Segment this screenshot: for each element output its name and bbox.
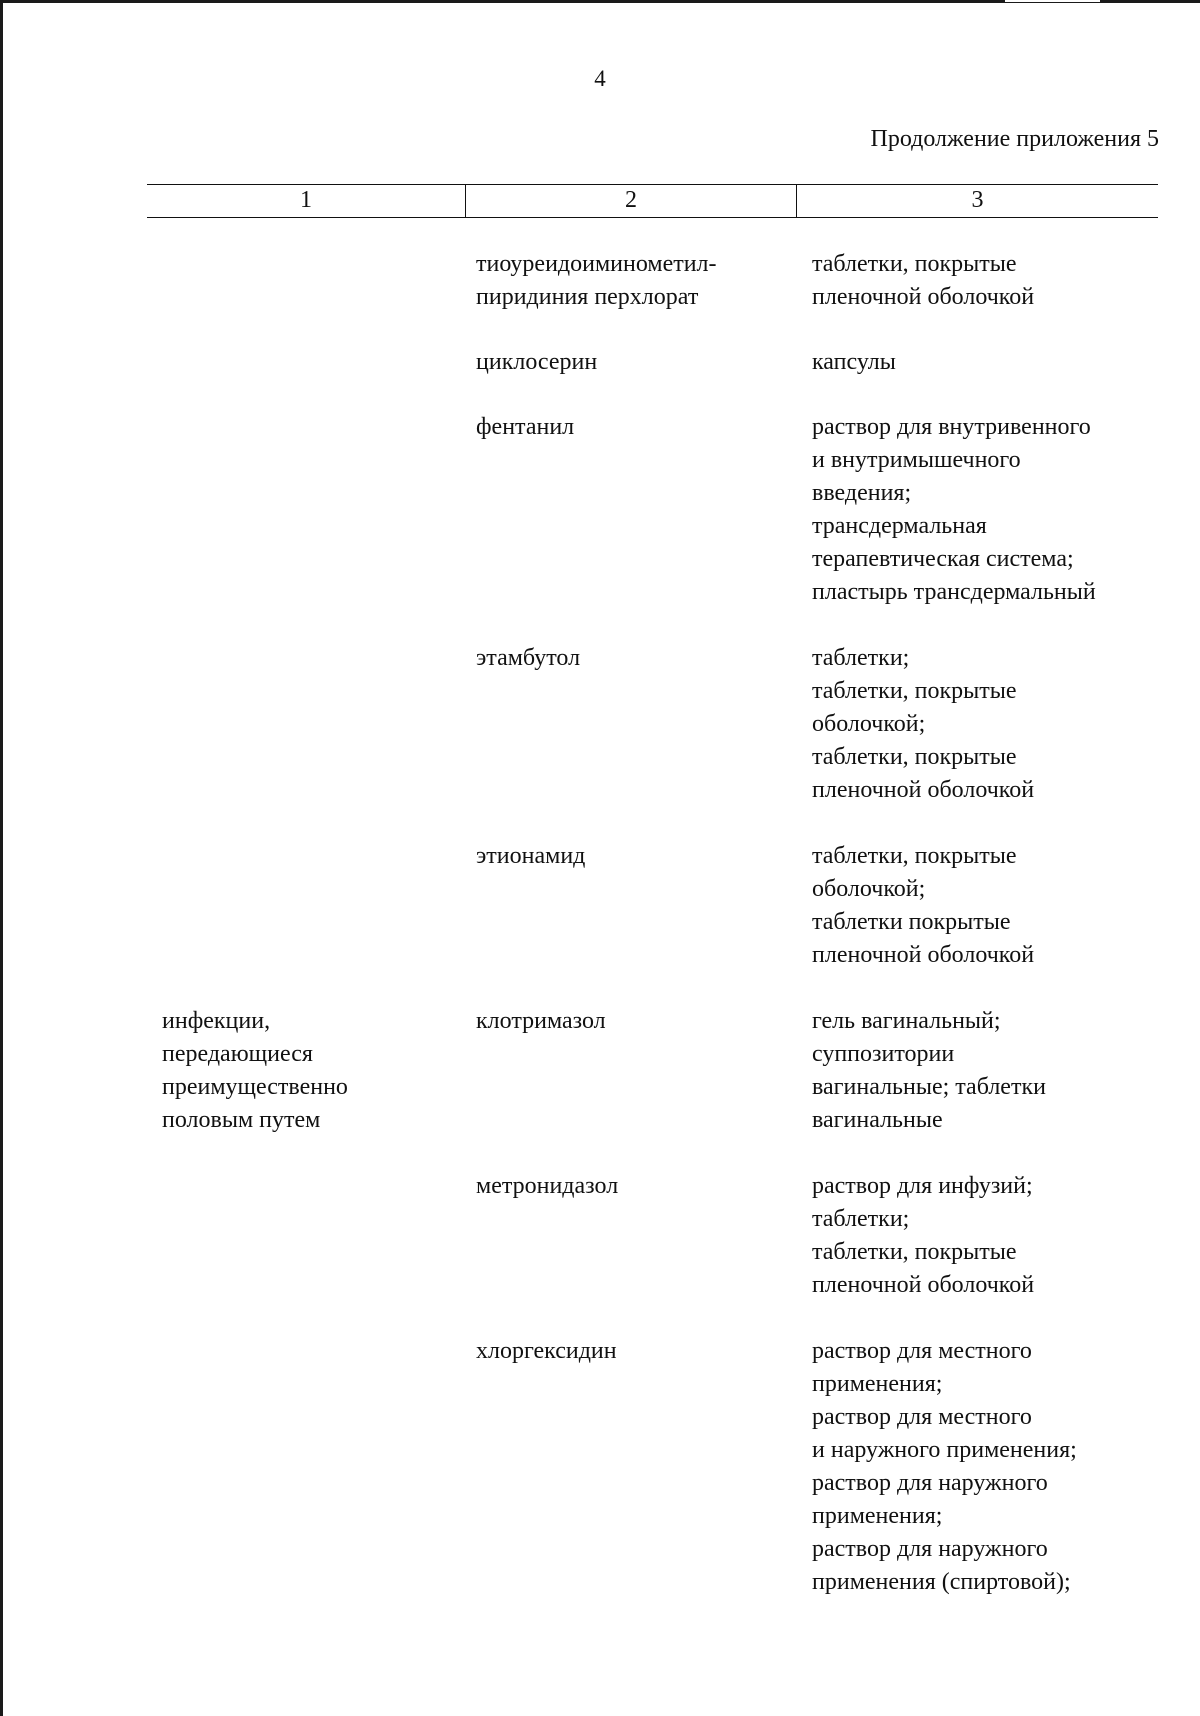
table-cell-form: гель вагинальный; суппозитории вагинальные; таблетки вагинальные [812,1008,1046,1133]
table-cell-drug: фентанил [476,414,575,440]
table-cell-form: таблетки; таблетки, покрытые оболочкой; таблетки, покрытые пленочной оболочкой [812,645,1035,803]
table-cell-condition: инфекции, передающиеся преимущественно половым путем [162,1008,348,1133]
table-cell-drug: циклосерин [476,349,598,375]
page-number: 4 [594,66,606,91]
table-cell-drug: клотримазол [476,1008,606,1034]
table-header-col-2: 2 [625,187,637,213]
table-cell-drug: метронидазол [476,1173,619,1199]
table-cell-form: капсулы [812,349,896,375]
table-cell-drug: этамбутол [476,645,581,671]
table-header-col-3: 3 [971,187,984,213]
table-cell-form: раствор для инфузий; таблетки; таблетки, покрытые пленочной оболочкой [812,1173,1035,1298]
table-cell-drug: этионамид [476,843,586,869]
table-cell-form: таблетки, покрытые оболочкой; таблетки покрытые пленочной оболочкой [812,843,1035,968]
continuation-label: Продолжение приложения 5 [870,126,1159,152]
table-cell-form: таблетки, покрытые пленочной оболочкой [812,251,1035,310]
table-cell-form: раствор для внутривенного и внутримышечного введения; трансдермальная терапевтическая система; пластырь трансдермальный [812,414,1096,605]
table-cell-form: раствор для местного применения; раствор для местного и наружного применения; раствор для наружного применения; раствор для наружного применения (спиртовой); [812,1338,1077,1595]
table-cell-drug: тиоуреидоиминометил- пиридиния перхлорат [476,251,717,310]
table-cell-drug: хлоргексидин [476,1338,617,1364]
table-header-col-1: 1 [300,187,312,213]
